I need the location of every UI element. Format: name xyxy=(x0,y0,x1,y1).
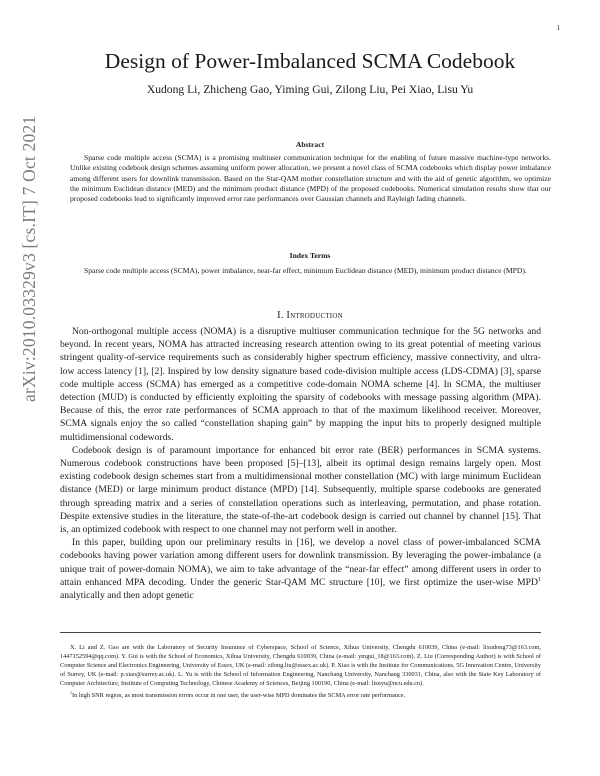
footnotes xyxy=(60,643,541,700)
footnote-marker: 1 xyxy=(70,689,73,695)
intro-paragraph-text: In this paper, building upon our preliminary results in [16], we develop a novel class of power-imbalanced SCMA codebooks having power variation among different users for downlink transmission. By leveraging the power-imbalance (a unique trait of power-domain NOMA), we aim to take advantage of the “near-far effect” among different users in order to attain enhanced MPA decoding. Under the generic Star-QAM MC structure [10], we first optimize the user-wise MPD xyxy=(60,537,541,588)
arxiv-stamp xyxy=(16,115,42,612)
intro-paragraph: Codebook design is of paramount importance for enhanced bit error rate (BER) performances in SCMA systems. Numerous codebook constructions have been proposed [5]–[13], albeit its optimal design remains largely open. Most existing codebook design schemes start from a multidimensional mother constellation (MC) with large minimum Euclidean distance (MED) or large minimum product distance (MPD) [14]. Subsequently, multiple sparse codebooks are generated through spreading matrix and a series of constellation operations such as interleaving, permutation, and phase rotation. Despite extensive studies in the literature, the state-of-the-art codebook design is carried out channel by channel [15]. That is, an optimized codebook with respect to one channel may not perform well in another. xyxy=(60,444,541,536)
introduction-body xyxy=(60,325,541,602)
intro-paragraph xyxy=(60,536,541,602)
intro-paragraph-text: analytically and then adopt genetic xyxy=(60,590,194,602)
affiliation-note: X. Li and Z. Gao are with the Laboratory of Security Insurance of Cyberspace, School of Science, Xihua University, Chengdu 610039, China (e-mail: lixudong73@163.com, 1447152594@qq.com). Y. Gui is with the School of Economics, Xihua University, Chengdu 610039, China (e-mail: ymgui_18@163.com). Z. Liu (Corresponding Author) is with School of Computer Science and Electronics Engineering, University of Essex, UK (e-mail: zilong.liu@essex.ac.uk). P. Xiao is with the Institute for Communications, 5G Innovation Centre, University of Surrey, UK (e-mail: p.xiao@surrey.ac.uk). L. Yu is with the School of Information Engineering, Nanchang University, Nanchang 330031, China, also with the State Key Laboratory of Computer Architecture, Institute of Computing Technology, Chinese Academy of Sciences, Beijing 100190, China (e-mail: lisuyu@ncu.edu.cn). xyxy=(60,644,541,687)
footnote-ref: 1 xyxy=(537,575,541,583)
arxiv-identifier: arXiv:2010.03329v3 [cs.IT] 7 Oct 2021 xyxy=(19,115,39,402)
footnote-divider xyxy=(60,632,541,633)
section-number: I. xyxy=(277,310,287,321)
author-list: Xudong Li, Zhicheng Gao, Yiming Gui, Zilong Liu, Pei Xiao, Lisu Yu xyxy=(146,83,474,96)
index-terms-heading: Index Terms xyxy=(289,251,331,260)
footnote xyxy=(60,691,541,700)
section-heading xyxy=(60,309,560,322)
intro-paragraph: Non-orthogonal multiple access (NOMA) is a disruptive multiuser communication technique for the 5G networks and beyond. In recent years, NOMA has attracted increasing research attention owing to its great potential of meeting various stringent quality-of-service requirements such as considerably higher spectrum efficiency, massive connectivity, and ultra-low access latency [1], [2]. Inspired by low density signature based code-division multiple access (LDS-CDMA) [3], sparse code multiple access (SCMA) has emerged as a competitive code-domain NOMA scheme [4]. In SCMA, the multiuser detection (MUD) is conducted by efficiently exploiting the sparsity of codebooks with message passing algorithm (MPA). Because of this, the error rate performances of SCMA approach to that of the maximum likelihood receiver. Moreover, SCMA signals enjoy the so called “constellation shaping gain” by mapping the input bits to properly designed multiple multidimensional codewords. xyxy=(60,326,541,443)
page-number: 1 xyxy=(556,24,560,32)
footnote-text: In high SNR region, as most transmission errors occur in one user, the user-wise MPD dominates the SCMA error rate performance. xyxy=(72,692,406,699)
abstract-heading: Abstract xyxy=(295,140,325,149)
paper-title: Design of Power-Imbalanced SCMA Codebook xyxy=(104,49,516,73)
index-terms-body: Sparse code multiple access (SCMA), power imbalance, near-far effect, minimum Euclidean distance (MED), minimum product distance (MPD). xyxy=(84,266,527,275)
abstract-body: Sparse code multiple access (SCMA) is a promising multiuser communication technique for the enabling of future massive machine-type networks. Unlike existing codebook design schemes assuming uniform power allocation, we present a novel class of SCMA codebooks which display power imbalance among different users for downlink transmission. Based on the Star-QAM mother constellation structure and with the aid of genetic algorithm, we optimize the minimum Euclidean distance (MED) and the minimum product distance (MPD) of the proposed codebooks. Numerical simulation results show that our proposed codebooks lead to significantly improved error rate performances over Gaussian channels and Rayleigh fading channels. xyxy=(70,153,551,204)
section-title: Introduction xyxy=(286,310,343,321)
